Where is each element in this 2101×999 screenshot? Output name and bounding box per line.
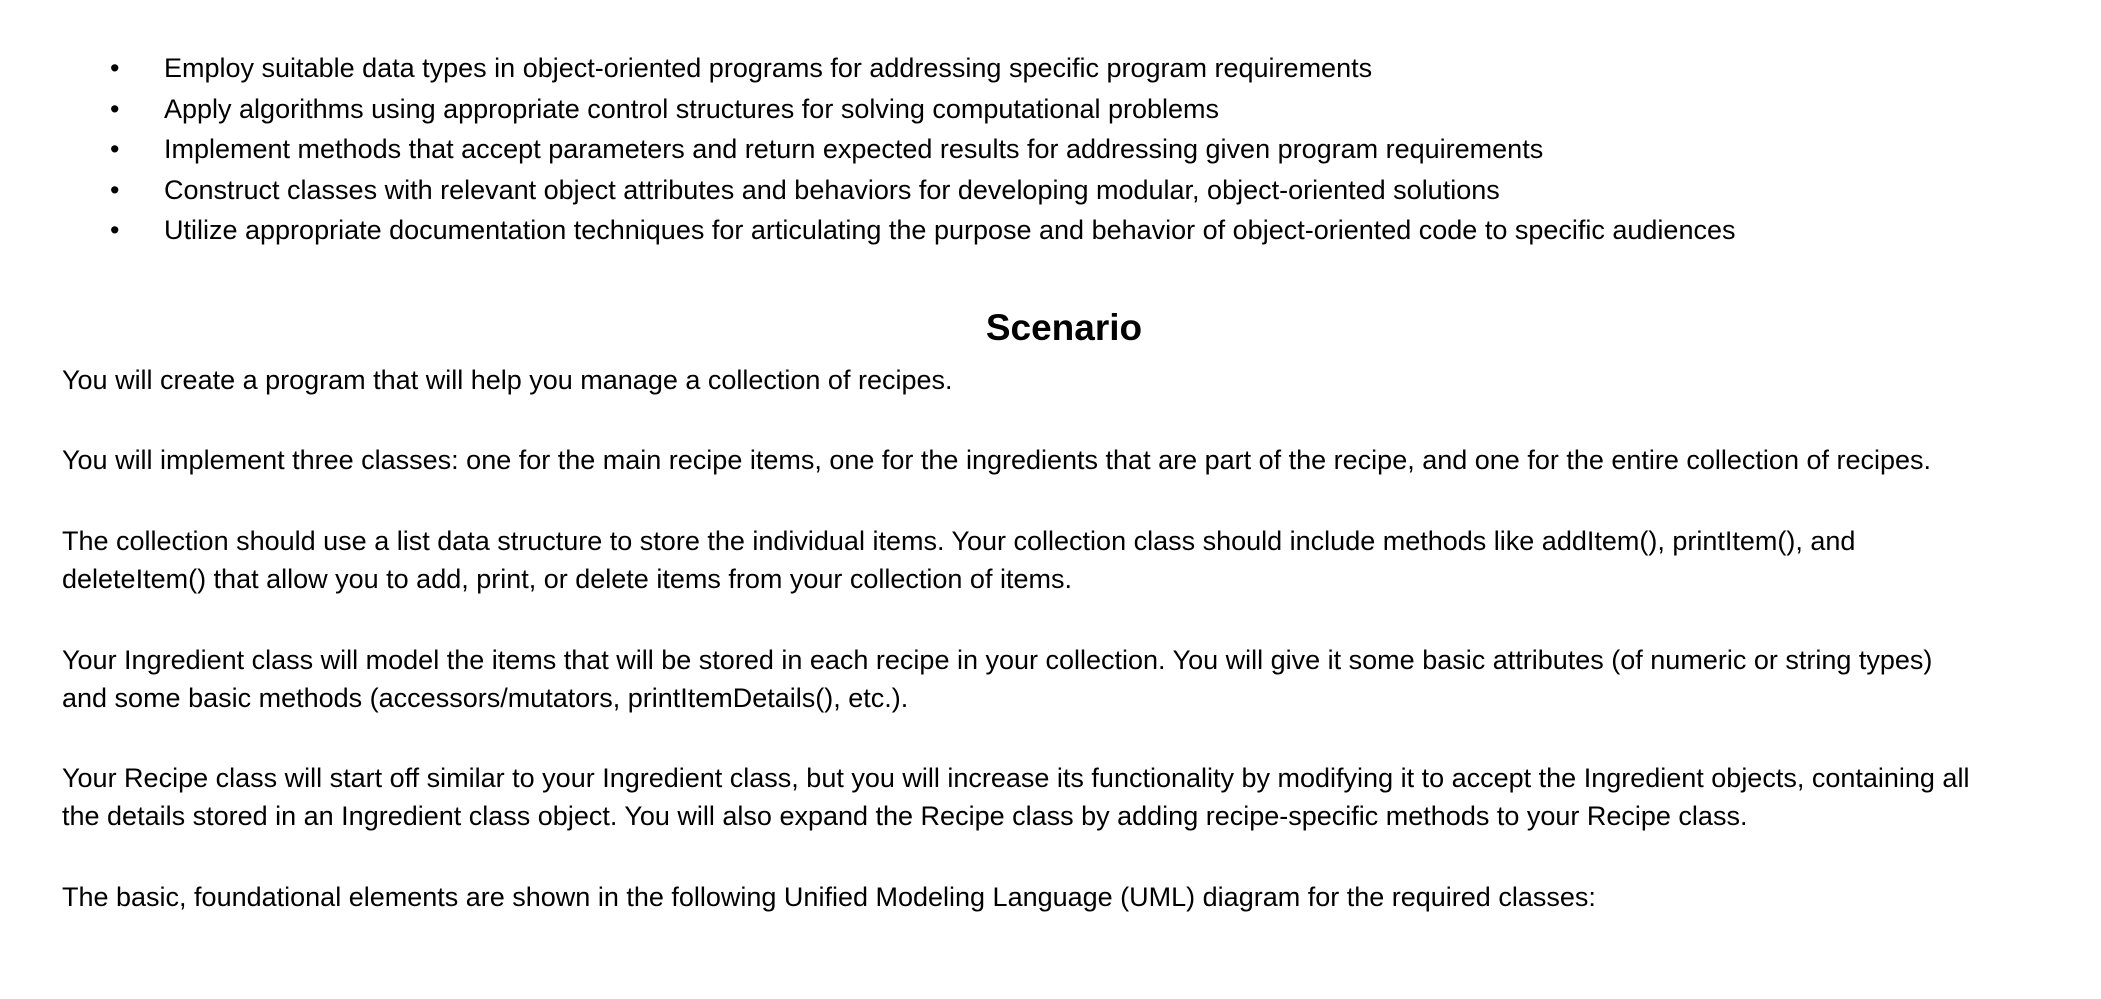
objective-item [110, 129, 1735, 170]
bullet-icon: • [110, 174, 120, 205]
paragraph-line: You will create a program that will help you manage a collection of recipes. [62, 365, 953, 395]
objective-item [110, 210, 1735, 251]
paragraph-line: Your Recipe class will start off similar to your Ingredient class, but you will increase its functionality by modifying it to accept the Ingredient objects, containing all [62, 763, 1970, 793]
paragraph-line: the details stored in an Ingredient class object. You will also expand the Recipe class by adding recipe-specific methods to your Recipe class. [62, 801, 1748, 831]
scenario-paragraph [62, 759, 1969, 835]
scenario-paragraph [62, 361, 953, 399]
objective-item [110, 89, 1735, 130]
objective-item [110, 48, 1735, 89]
objective-text: Employ suitable data types in object-oriented programs for addressing specific program requirements [164, 53, 1373, 83]
paragraph-line: Your Ingredient class will model the items that will be stored in each recipe in your collection. You will give it some basic attributes (of numeric or string types) [62, 645, 1933, 675]
objective-text: Implement methods that accept parameters and return expected results for addressing given program requirements [164, 134, 1544, 164]
paragraph-line: The collection should use a list data structure to store the individual items. Your collection class should include methods like addItem(), printItem(), and [62, 526, 1856, 556]
objective-text: Apply algorithms using appropriate control structures for solving computational problems [164, 93, 1220, 124]
scenario-paragraph [62, 641, 1932, 717]
bullet-icon: • [110, 134, 120, 164]
objective-item [110, 170, 1735, 211]
scenario-heading: Scenario [985, 307, 1143, 348]
paragraph-line: and some basic methods (accessors/mutators, printItemDetails(), etc.). [62, 683, 909, 713]
scenario-paragraph [62, 522, 1855, 598]
objective-text: Construct classes with relevant object attributes and behaviors for developing modular, object-oriented solutions [164, 174, 1500, 205]
scenario-paragraph [62, 441, 1931, 479]
objective-text: Utilize appropriate documentation techniques for articulating the purpose and behavior of object-oriented code to specific audiences [164, 215, 1736, 245]
objectives-list [110, 48, 1735, 251]
paragraph-line: You will implement three classes: one for the main recipe items, one for the ingredients that are part of the recipe, and one for the entire collection of recipes. [62, 445, 1932, 475]
paragraph-line: The basic, foundational elements are shown in the following Unified Modeling Language (UML) diagram for the required classes: [62, 882, 1596, 912]
bullet-icon: • [110, 215, 120, 245]
scenario-paragraph [62, 878, 1596, 916]
paragraph-line: deleteItem() that allow you to add, print, or delete items from your collection of items. [62, 564, 1072, 594]
bullet-icon: • [110, 93, 120, 124]
bullet-icon: • [110, 53, 120, 83]
